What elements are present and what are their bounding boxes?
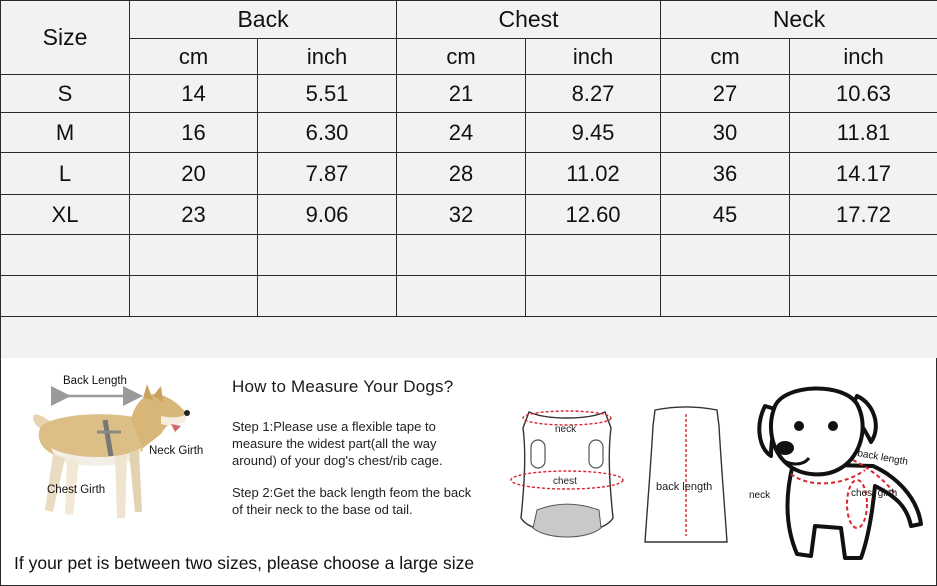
vest-back-length-label: back length — [656, 481, 713, 493]
step-2-text: Step 2:Get the back length feom the back of their neck to the base od tail. — [232, 485, 472, 517]
table-row — [1, 195, 937, 235]
size-cell: S — [1, 75, 130, 113]
table-row — [1, 75, 937, 113]
value-cell: 7.87 — [258, 153, 397, 195]
cartoon-back-length-label: back length — [856, 448, 909, 468]
value-cell: 27 — [661, 75, 790, 113]
cartoon-dog-illustration — [745, 376, 931, 571]
size-cell: M — [1, 113, 130, 153]
chest-header: Chest — [397, 1, 661, 39]
unit-header: inch — [258, 39, 397, 75]
value-cell: 20 — [130, 153, 258, 195]
value-cell: 8.27 — [526, 75, 661, 113]
step-1-text: Step 1:Please use a flexible tape to measure the widest part(all the way around) of your dog's chest/rib cage. — [232, 419, 443, 468]
size-cell: XL — [1, 195, 130, 235]
unit-header: cm — [661, 39, 790, 75]
measure-guide — [0, 358, 937, 586]
unit-header: cm — [130, 39, 258, 75]
value-cell: 10.63 — [790, 75, 937, 113]
empty-row — [1, 317, 937, 359]
value-cell: 21 — [397, 75, 526, 113]
value-cell: 16 — [130, 113, 258, 153]
size-header: Size — [1, 1, 130, 75]
table-row — [1, 113, 937, 153]
value-cell: 23 — [130, 195, 258, 235]
vest-neck-label: neck — [555, 424, 577, 435]
vest-front-diagram — [507, 398, 627, 548]
guide-title: How to Measure Your Dogs? — [232, 377, 454, 396]
vest-back-diagram — [641, 402, 731, 552]
value-cell: 9.06 — [258, 195, 397, 235]
value-cell: 14.17 — [790, 153, 937, 195]
value-cell: 36 — [661, 153, 790, 195]
neck-girth-label: Neck Girth — [149, 445, 204, 457]
size-advice-note: If your pet is between two sizes, please choose a large size — [14, 553, 475, 573]
value-cell: 11.81 — [790, 113, 937, 153]
value-cell: 5.51 — [258, 75, 397, 113]
value-cell: 6.30 — [258, 113, 397, 153]
value-cell: 14 — [130, 75, 258, 113]
dog-photo-illustration — [11, 372, 221, 542]
empty-row — [1, 235, 937, 276]
value-cell: 30 — [661, 113, 790, 153]
value-cell: 28 — [397, 153, 526, 195]
back-header: Back — [130, 1, 397, 39]
value-cell: 45 — [661, 195, 790, 235]
cartoon-chest-girth-label: chest girth — [851, 488, 898, 499]
back-length-label: Back Length — [63, 375, 127, 387]
unit-header: cm — [397, 39, 526, 75]
empty-row — [1, 276, 937, 317]
value-cell: 24 — [397, 113, 526, 153]
vest-chest-label: chest — [553, 476, 577, 487]
chest-girth-label: Chest Girth — [47, 484, 106, 496]
cartoon-neck-label: neck — [749, 490, 771, 501]
unit-header: inch — [526, 39, 661, 75]
neck-header: Neck — [661, 1, 937, 39]
value-cell: 9.45 — [526, 113, 661, 153]
table-row — [1, 153, 937, 195]
unit-header: inch — [790, 39, 937, 75]
value-cell: 12.60 — [526, 195, 661, 235]
value-cell: 11.02 — [526, 153, 661, 195]
size-cell: L — [1, 153, 130, 195]
value-cell: 32 — [397, 195, 526, 235]
value-cell: 17.72 — [790, 195, 937, 235]
